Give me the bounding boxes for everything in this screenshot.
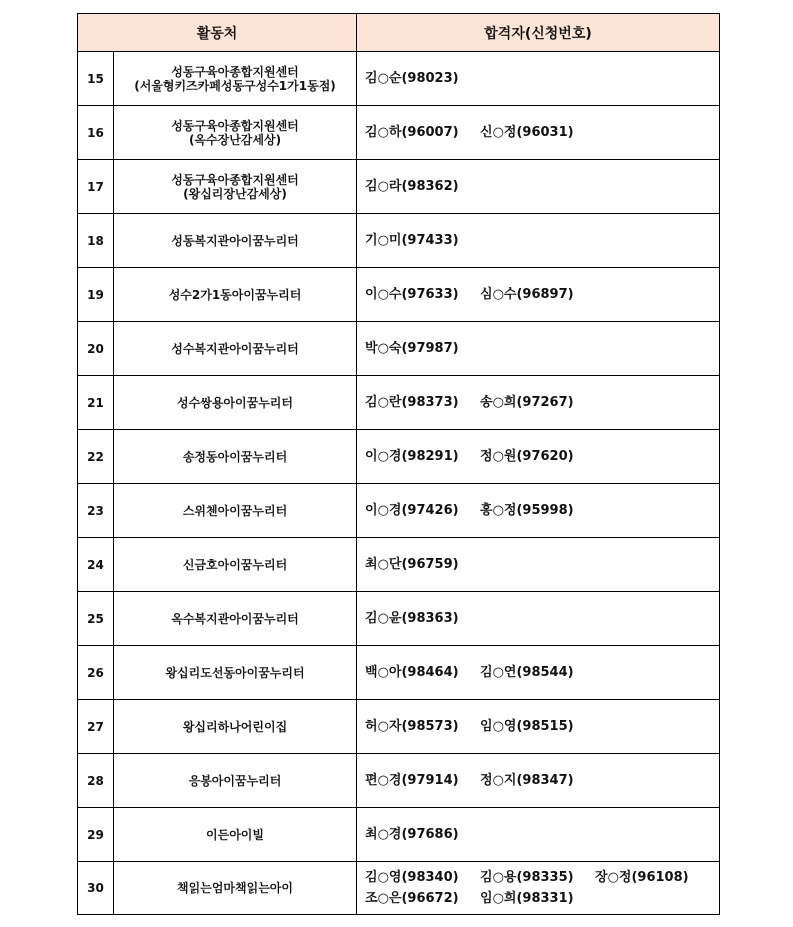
activity-place-line: 스위첸아이꿈누리터 xyxy=(182,503,288,518)
winner-name: 최○경(97686) xyxy=(365,827,459,842)
activity-place-line: 성동구육아종합지원센터 xyxy=(171,172,299,187)
winner-name: 정○원(97620) xyxy=(480,449,574,464)
row-number: 21 xyxy=(78,376,114,430)
winner-name: 임○영(98515) xyxy=(480,719,574,734)
table-row xyxy=(78,52,720,106)
table-row xyxy=(78,268,720,322)
winner-name: 이○경(98291) xyxy=(365,449,459,464)
header-place: 활동처 xyxy=(78,14,357,52)
winner-line xyxy=(365,824,719,845)
winner-list xyxy=(357,214,720,268)
winner-list xyxy=(357,376,720,430)
winner-list xyxy=(357,808,720,862)
activity-place xyxy=(114,214,357,268)
table-row xyxy=(78,862,720,915)
activity-place-line: 응봉아이꿈누리터 xyxy=(188,773,282,788)
activity-place-line: 왕십리하나어린이집 xyxy=(182,719,288,734)
winner-name: 김○순(98023) xyxy=(365,71,459,86)
table-row xyxy=(78,592,720,646)
winner-name: 김○라(98362) xyxy=(365,179,459,194)
winner-line xyxy=(365,608,719,629)
winner-line xyxy=(365,662,719,683)
winner-list xyxy=(357,160,720,214)
winner-name: 이○경(97426) xyxy=(365,503,459,518)
activity-place-line: 성동구육아종합지원센터 xyxy=(171,64,299,79)
table-row xyxy=(78,808,720,862)
activity-place-line: (서울형키즈카페성동구성수1가1동점) xyxy=(134,78,336,93)
table-row xyxy=(78,646,720,700)
winner-line xyxy=(365,68,719,89)
activity-place xyxy=(114,106,357,160)
winner-list xyxy=(357,754,720,808)
activity-place-line: (옥수장난감세상) xyxy=(188,132,282,147)
winner-line xyxy=(365,770,719,791)
row-number: 20 xyxy=(78,322,114,376)
winner-line xyxy=(365,716,719,737)
activity-place-line: 신금호아이꿈누리터 xyxy=(182,557,288,572)
winner-list xyxy=(357,700,720,754)
row-number: 27 xyxy=(78,700,114,754)
winner-name: 이○수(97633) xyxy=(365,287,459,302)
winner-list xyxy=(357,106,720,160)
activity-place xyxy=(114,538,357,592)
winner-name: 장○정(96108) xyxy=(595,870,689,885)
activity-place-line: 왕십리도선동아이꿈누리터 xyxy=(165,665,305,680)
activity-place-line: 책읽는엄마책읽는아이 xyxy=(177,881,293,895)
table-row xyxy=(78,538,720,592)
winner-list xyxy=(357,484,720,538)
winner-line xyxy=(365,554,719,575)
activity-place xyxy=(114,808,357,862)
header-row xyxy=(78,14,720,52)
activity-place xyxy=(114,430,357,484)
row-number: 24 xyxy=(78,538,114,592)
winner-name: 기○미(97433) xyxy=(365,233,459,248)
winner-list xyxy=(357,646,720,700)
activity-place xyxy=(114,754,357,808)
winners-table xyxy=(77,13,720,915)
table-row xyxy=(78,160,720,214)
row-number: 18 xyxy=(78,214,114,268)
activity-place-line: 성수2가1동아이꿈누리터 xyxy=(168,287,302,302)
table-row xyxy=(78,430,720,484)
row-number: 25 xyxy=(78,592,114,646)
activity-place xyxy=(114,322,357,376)
winner-name: 박○숙(97987) xyxy=(365,341,459,356)
row-number: 22 xyxy=(78,430,114,484)
winner-name: 심○수(96897) xyxy=(480,287,574,302)
winner-name: 임○희(98331) xyxy=(480,891,574,906)
activity-place xyxy=(114,862,357,915)
row-number: 15 xyxy=(78,52,114,106)
winner-name: 김○연(98544) xyxy=(480,665,574,680)
activity-place xyxy=(114,592,357,646)
winner-name: 신○정(96031) xyxy=(480,125,574,140)
winner-line xyxy=(365,392,719,413)
row-number: 17 xyxy=(78,160,114,214)
winner-name: 편○경(97914) xyxy=(365,773,459,788)
table-body xyxy=(78,52,720,915)
winner-line xyxy=(365,446,719,467)
header-winners: 합격자(신청번호) xyxy=(357,14,720,52)
activity-place-line: 성수복지관아이꿈누리터 xyxy=(171,341,299,356)
row-number: 19 xyxy=(78,268,114,322)
activity-place-line: 성동복지관아이꿈누리터 xyxy=(171,233,299,248)
winner-name: 최○단(96759) xyxy=(365,557,459,572)
activity-place xyxy=(114,646,357,700)
winner-line xyxy=(365,284,719,305)
winner-name: 김○하(96007) xyxy=(365,125,459,140)
activity-place-line: 성수쌍용아이꿈누리터 xyxy=(177,395,293,410)
winner-name: 정○지(98347) xyxy=(480,773,574,788)
winner-name: 김○란(98373) xyxy=(365,395,459,410)
table-row xyxy=(78,700,720,754)
winner-line xyxy=(365,888,719,909)
row-number: 23 xyxy=(78,484,114,538)
activity-place xyxy=(114,376,357,430)
winner-name: 김○윤(98363) xyxy=(365,611,459,626)
winner-list xyxy=(357,268,720,322)
winner-line xyxy=(365,122,719,143)
activity-place xyxy=(114,160,357,214)
row-number: 29 xyxy=(78,808,114,862)
table-row xyxy=(78,484,720,538)
winner-line xyxy=(365,230,719,251)
table-row xyxy=(78,376,720,430)
winner-name: 백○아(98464) xyxy=(365,665,459,680)
winner-list xyxy=(357,52,720,106)
activity-place-line: (왕십리장난감세상) xyxy=(183,186,287,201)
activity-place xyxy=(114,700,357,754)
winner-list xyxy=(357,592,720,646)
row-number: 26 xyxy=(78,646,114,700)
activity-place-line: 송정동아이꿈누리터 xyxy=(182,449,288,464)
winner-line xyxy=(365,500,719,521)
winner-list xyxy=(357,322,720,376)
winner-name: 홍○정(95998) xyxy=(480,503,574,518)
row-number: 28 xyxy=(78,754,114,808)
table-row xyxy=(78,106,720,160)
table-row xyxy=(78,214,720,268)
winner-name: 김○용(98335) xyxy=(480,870,574,885)
winner-line xyxy=(365,867,719,888)
table-row xyxy=(78,322,720,376)
winner-list xyxy=(357,430,720,484)
table-row xyxy=(78,754,720,808)
activity-place-line: 옥수복지관아이꿈누리터 xyxy=(171,611,299,626)
winner-name: 허○자(98573) xyxy=(365,719,459,734)
winner-line xyxy=(365,176,719,197)
winner-name: 김○영(98340) xyxy=(365,870,459,885)
activity-place xyxy=(114,268,357,322)
row-number: 30 xyxy=(78,862,114,915)
winner-line xyxy=(365,338,719,359)
row-number: 16 xyxy=(78,106,114,160)
winner-name: 송○희(97267) xyxy=(480,395,574,410)
activity-place-line: 성동구육아종합지원센터 xyxy=(171,118,299,133)
winner-list xyxy=(357,538,720,592)
winner-name: 조○은(96672) xyxy=(365,891,459,906)
winner-list xyxy=(357,862,720,915)
activity-place xyxy=(114,484,357,538)
activity-place xyxy=(114,52,357,106)
activity-place-line: 이든아이빌 xyxy=(206,827,264,842)
